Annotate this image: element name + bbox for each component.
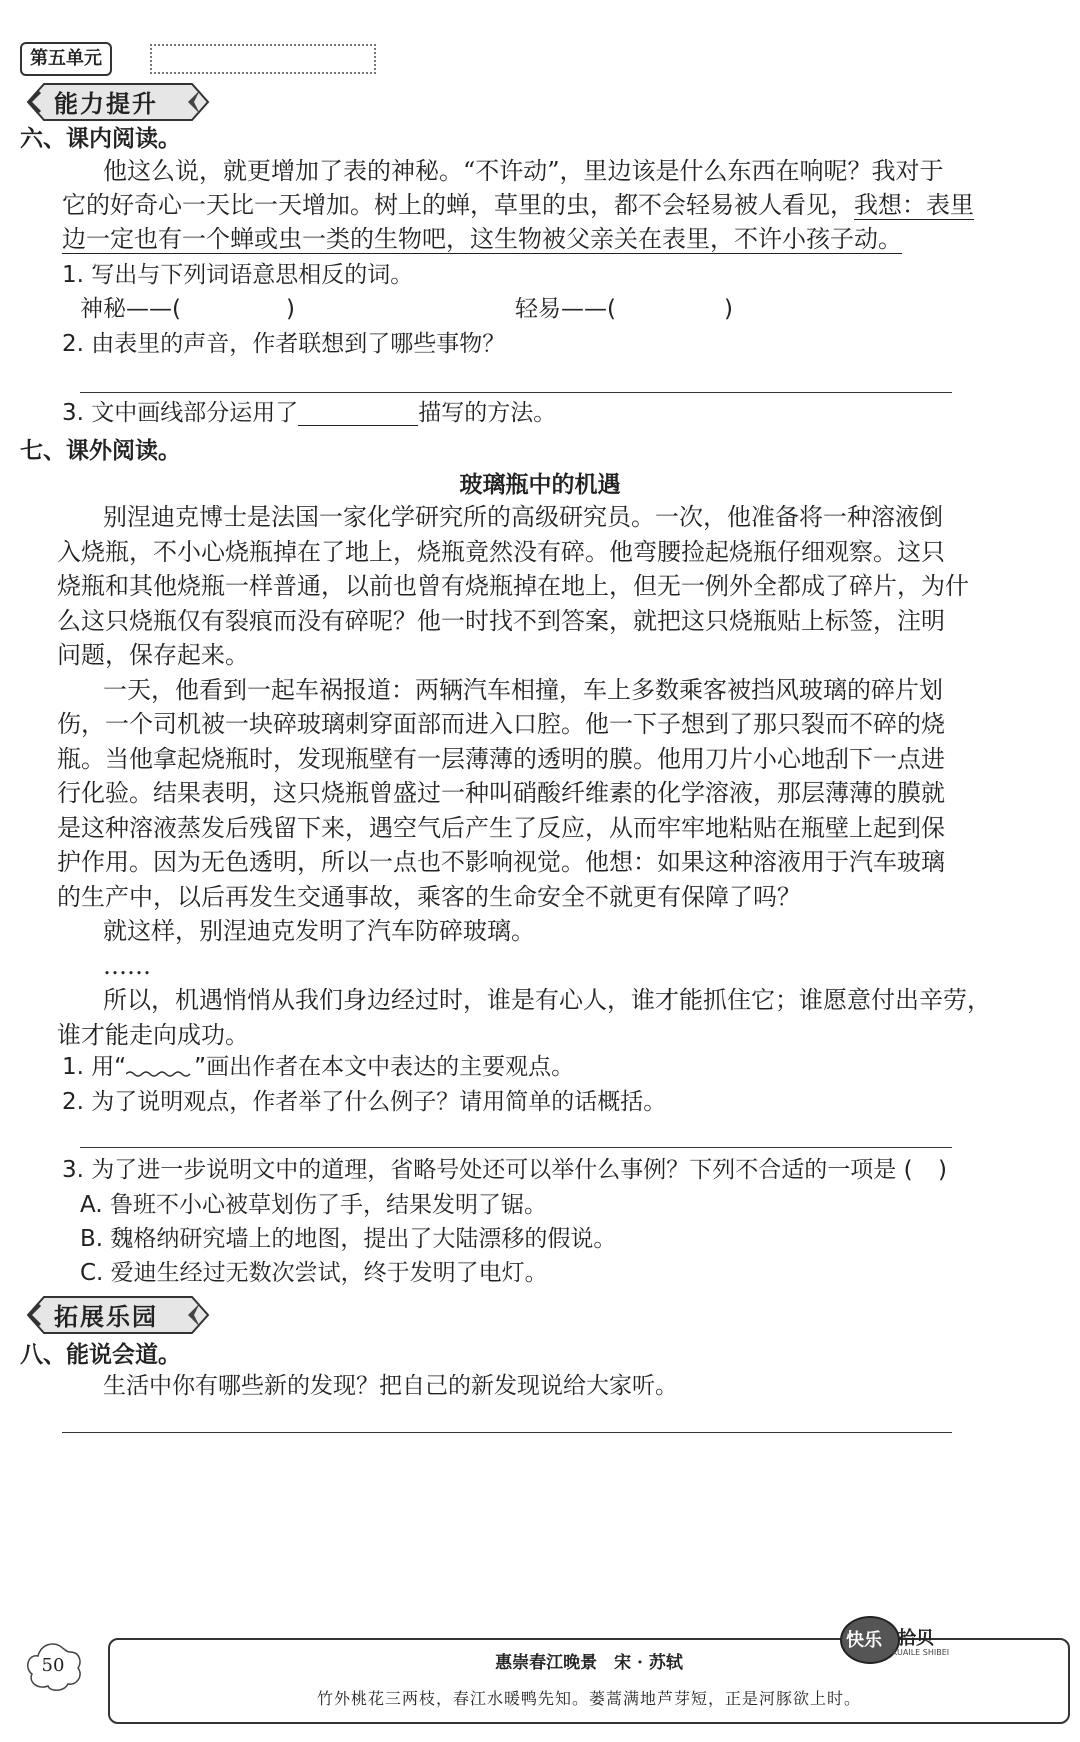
header-dotted-box	[150, 44, 376, 74]
section-8-heading: 八、能说会道。	[20, 1342, 181, 1368]
question-text: 1. 用“	[62, 1054, 127, 1080]
article-line: 别涅迪克博士是法国一家化学研究所的高级研究员。一次，他准备将一种溶液倒	[103, 503, 943, 531]
section-6-heading: 六、课内阅读。	[20, 126, 181, 152]
word-prompt: 轻易——(	[515, 296, 616, 322]
poem-title: 惠崇春江晚景 宋 · 苏轼	[495, 1653, 683, 1673]
question-1: 1. 写出与下列词语意思相反的词。	[62, 262, 414, 288]
fill-blank[interactable]	[298, 399, 418, 426]
article-line: 问题，保存起来。	[57, 641, 249, 669]
passage-line	[62, 222, 902, 256]
question-3	[62, 396, 556, 430]
page-number: 50	[41, 1655, 65, 1676]
answer-blank-close: )	[724, 296, 733, 322]
badge-label: 拓展乐园	[54, 1303, 158, 1331]
question-text: ”画出作者在本文中表达的主要观点。	[194, 1054, 575, 1080]
question-text: 描写的方法。	[418, 400, 557, 426]
article-line: 么这只烧瓶仅有裂痕而没有碎呢？他一时找不到答案，就把这只烧瓶贴上标签，注明	[57, 606, 945, 635]
option-b[interactable]: B. 魏格纳研究墙上的地图，提出了大陆漂移的假说。	[80, 1226, 617, 1252]
logo-subtitle: KUAILE SHIBEI	[892, 1648, 950, 1657]
article-line: ……	[103, 951, 151, 980]
unit-label: 第五单元	[20, 42, 112, 76]
article-title: 玻璃瓶中的机遇	[459, 472, 621, 498]
article-line: 的生产中，以后再发生交通事故，乘客的生命安全不就更有保障了吗？	[57, 882, 801, 911]
option-a[interactable]: A. 鲁班不小心被草划伤了手，结果发明了锯。	[80, 1192, 547, 1218]
answer-blank-close: )	[286, 296, 295, 322]
article-line: 烧瓶和其他烧瓶一样普通，以前也曾有烧瓶掉在地上，但无一例外全都成了碎片，为什	[57, 572, 969, 600]
question-2: 2. 由表里的声音，作者联想到了哪些事物？	[62, 331, 506, 357]
poem-text: 竹外桃花三两枝，春江水暖鸭先知。蒌蒿满地芦芽短，正是河豚欲上时。	[316, 1689, 861, 1708]
article-line: 行化验。结果表明，这只烧瓶曾盛过一种叫硝酸纤维素的化学溶液，那层薄薄的膜就	[57, 779, 945, 807]
section-badge-extend	[22, 1293, 212, 1337]
answer-blank-close: )	[938, 1157, 947, 1183]
section-badge-ability	[22, 80, 212, 124]
logo-main: 快乐	[846, 1630, 882, 1651]
wavy-line-icon	[126, 1050, 194, 1074]
article-line: 瓶。当他拿起烧瓶时，发现瓶壁有一层薄薄的透明的膜。他用刀片小心地刮下一点进	[57, 744, 945, 773]
section-7-heading: 七、课外阅读。	[20, 438, 181, 464]
article-line: 伤，一个司机被一块碎玻璃刺穿面部而进入口腔。他一下子想到了那只裂而不碎的烧	[57, 710, 945, 738]
article-line: 入烧瓶，不小心烧瓶掉在了地上，烧瓶竟然没有碎。他弯腰捡起烧瓶仔细观察。这只	[57, 537, 945, 566]
word-pair-2	[515, 292, 616, 326]
passage-text: 它的好奇心一天比一天增加。树上的蝉，草里的虫，都不会轻易被人看见，	[62, 191, 854, 219]
answer-line[interactable]	[80, 1147, 952, 1148]
article-line: 所以，机遇悄悄从我们身边经过时，谁是有心人，谁才能抓住它；谁愿意付出辛劳，	[103, 986, 991, 1014]
question-1	[62, 1050, 574, 1084]
logo-side: 拾贝	[898, 1628, 934, 1649]
article-line: 是这种溶液蒸发后残留下来，遇空气后产生了反应，从而牢牢地粘贴在瓶壁上起到保	[57, 813, 945, 842]
question-text: 3. 文中画线部分运用了	[62, 400, 299, 426]
underlined-text: 边一定也有一个蝉或虫一类的生物吧，这生物被父亲关在表里，不许小孩子动。	[62, 225, 902, 253]
word-pair-1	[80, 292, 181, 326]
article-line: 护作用。因为无色透明，所以一点也不影响视觉。他想：如果这种溶液用于汽车玻璃	[57, 848, 945, 876]
word-prompt: 神秘——(	[80, 296, 181, 322]
option-c[interactable]: C. 爱迪生经过无数次尝试，终于发明了电灯。	[80, 1260, 548, 1286]
passage-line: 他这么说，就更增加了表的神秘。“不许动”，里边该是什么东西在响呢？我对于	[103, 157, 944, 185]
question-3: 3. 为了进一步说明文中的道理，省略号处还可以举什么事例？下列不合适的一项是 (	[62, 1157, 913, 1183]
answer-line[interactable]	[62, 1432, 952, 1433]
article-line: 谁才能走向成功。	[57, 1020, 249, 1049]
article-line: 就这样，别涅迪克发明了汽车防碎玻璃。	[103, 917, 535, 945]
question-2: 2. 为了说明观点，作者举了什么例子？请用简单的话概括。	[62, 1089, 667, 1115]
passage-line	[62, 188, 974, 222]
answer-line[interactable]	[80, 392, 952, 393]
article-line: 一天，他看到一起车祸报道：两辆汽车相撞，车上多数乘客被挡风玻璃的碎片划	[103, 675, 943, 704]
speaking-prompt: 生活中你有哪些新的发现？把自己的新发现说给大家听。	[103, 1373, 678, 1399]
underlined-text: 我想：表里	[854, 191, 974, 219]
badge-label: 能力提升	[54, 90, 158, 118]
